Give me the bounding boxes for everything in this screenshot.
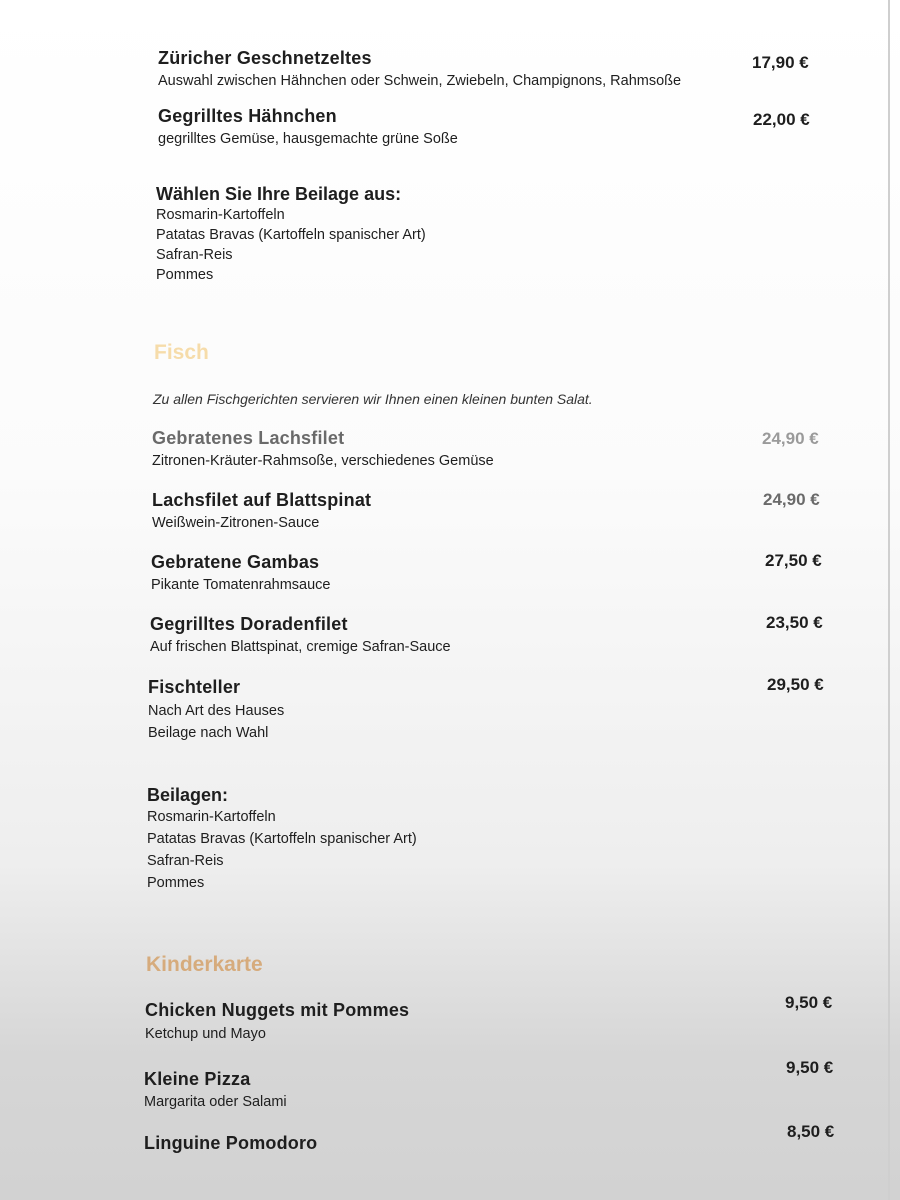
section-title-fisch: Fisch: [154, 341, 209, 364]
list-item: Safran-Reis: [156, 247, 233, 263]
fish-sides-heading: Beilagen:: [147, 785, 229, 805]
menu-item-doradenfilet: [150, 614, 451, 657]
list-item: Safran-Reis: [147, 853, 224, 869]
list-item: Patatas Bravas (Kartoffeln spanischer Art): [156, 227, 426, 243]
dish-description: Nach Art des Hauses: [148, 703, 285, 719]
menu-item-haehnchen: [158, 106, 458, 149]
section-title-kinderkarte: Kinderkarte: [146, 953, 263, 976]
side-choice-list: [156, 205, 426, 285]
dish-description: Pikante Tomatenrahmsauce: [151, 577, 331, 593]
page-edge: [888, 0, 890, 1200]
dish-price: 27,50 €: [765, 551, 822, 570]
dish-name: Gebratenes Lachsfilet: [152, 428, 345, 448]
list-item: Rosmarin-Kartoffeln: [156, 207, 285, 223]
dish-description: Zitronen-Kräuter-Rahmsoße, verschiedenes Gemüse: [152, 453, 494, 469]
dish-name: Gebratene Gambas: [151, 552, 320, 572]
dish-name: Fischteller: [148, 677, 241, 697]
dish-description: Weißwein-Zitronen-Sauce: [152, 515, 320, 531]
dish-price: 9,50 €: [786, 1058, 834, 1077]
dish-name: Chicken Nuggets mit Pommes: [145, 1000, 410, 1020]
dish-description: Auswahl zwischen Hähnchen oder Schwein, Zwiebeln, Champignons, Rahmsoße: [158, 73, 682, 89]
dish-name: Gegrilltes Doradenfilet: [150, 614, 348, 634]
menu-item-pizza: [144, 1069, 287, 1112]
dish-name: Kleine Pizza: [144, 1069, 251, 1089]
menu-item-lachsfilet: [152, 428, 494, 471]
dish-description: Auf frischen Blattspinat, cremige Safran-Sauce: [150, 639, 451, 655]
list-item: Patatas Bravas (Kartoffeln spanischer Art): [147, 831, 417, 847]
dish-price: 23,50 €: [766, 613, 823, 632]
list-item: Pommes: [147, 875, 205, 891]
list-item: Rosmarin-Kartoffeln: [147, 809, 276, 825]
dish-price: 9,50 €: [785, 993, 833, 1012]
dish-price: 24,90 €: [763, 490, 820, 509]
dish-price: 24,90 €: [762, 429, 819, 448]
list-item: Pommes: [156, 267, 214, 283]
dish-name: Linguine Pomodoro: [144, 1133, 318, 1153]
dish-name: Züricher Geschnetzeltes: [158, 48, 372, 68]
menu-item-gambas: [151, 552, 330, 595]
dish-name: Lachsfilet auf Blattspinat: [152, 490, 372, 510]
dish-description: Margarita oder Salami: [144, 1094, 287, 1110]
menu-item-zuericher: [158, 48, 681, 91]
fish-note: Zu allen Fischgerichten servieren wir Ihnen einen kleinen bunten Salat.: [153, 391, 593, 407]
dish-price: 29,50 €: [767, 675, 824, 694]
menu-item-linguine: [144, 1133, 317, 1154]
dish-description: gegrilltes Gemüse, hausgemachte grüne Soße: [158, 131, 458, 147]
menu-item-fischteller: [148, 677, 284, 744]
dish-description: Ketchup und Mayo: [145, 1026, 266, 1042]
dish-price: 8,50 €: [787, 1122, 835, 1141]
menu-item-nuggets: [145, 1000, 409, 1044]
dish-price: 17,90 €: [752, 53, 809, 72]
dish-name: Gegrilltes Hähnchen: [158, 106, 337, 126]
dish-description: Beilage nach Wahl: [148, 725, 269, 741]
dish-price: 22,00 €: [753, 110, 810, 129]
fish-sides-list: [147, 806, 417, 894]
side-choice-heading: Wählen Sie Ihre Beilage aus:: [156, 184, 402, 204]
menu-item-lachsfilet-blattspinat: [152, 490, 371, 533]
